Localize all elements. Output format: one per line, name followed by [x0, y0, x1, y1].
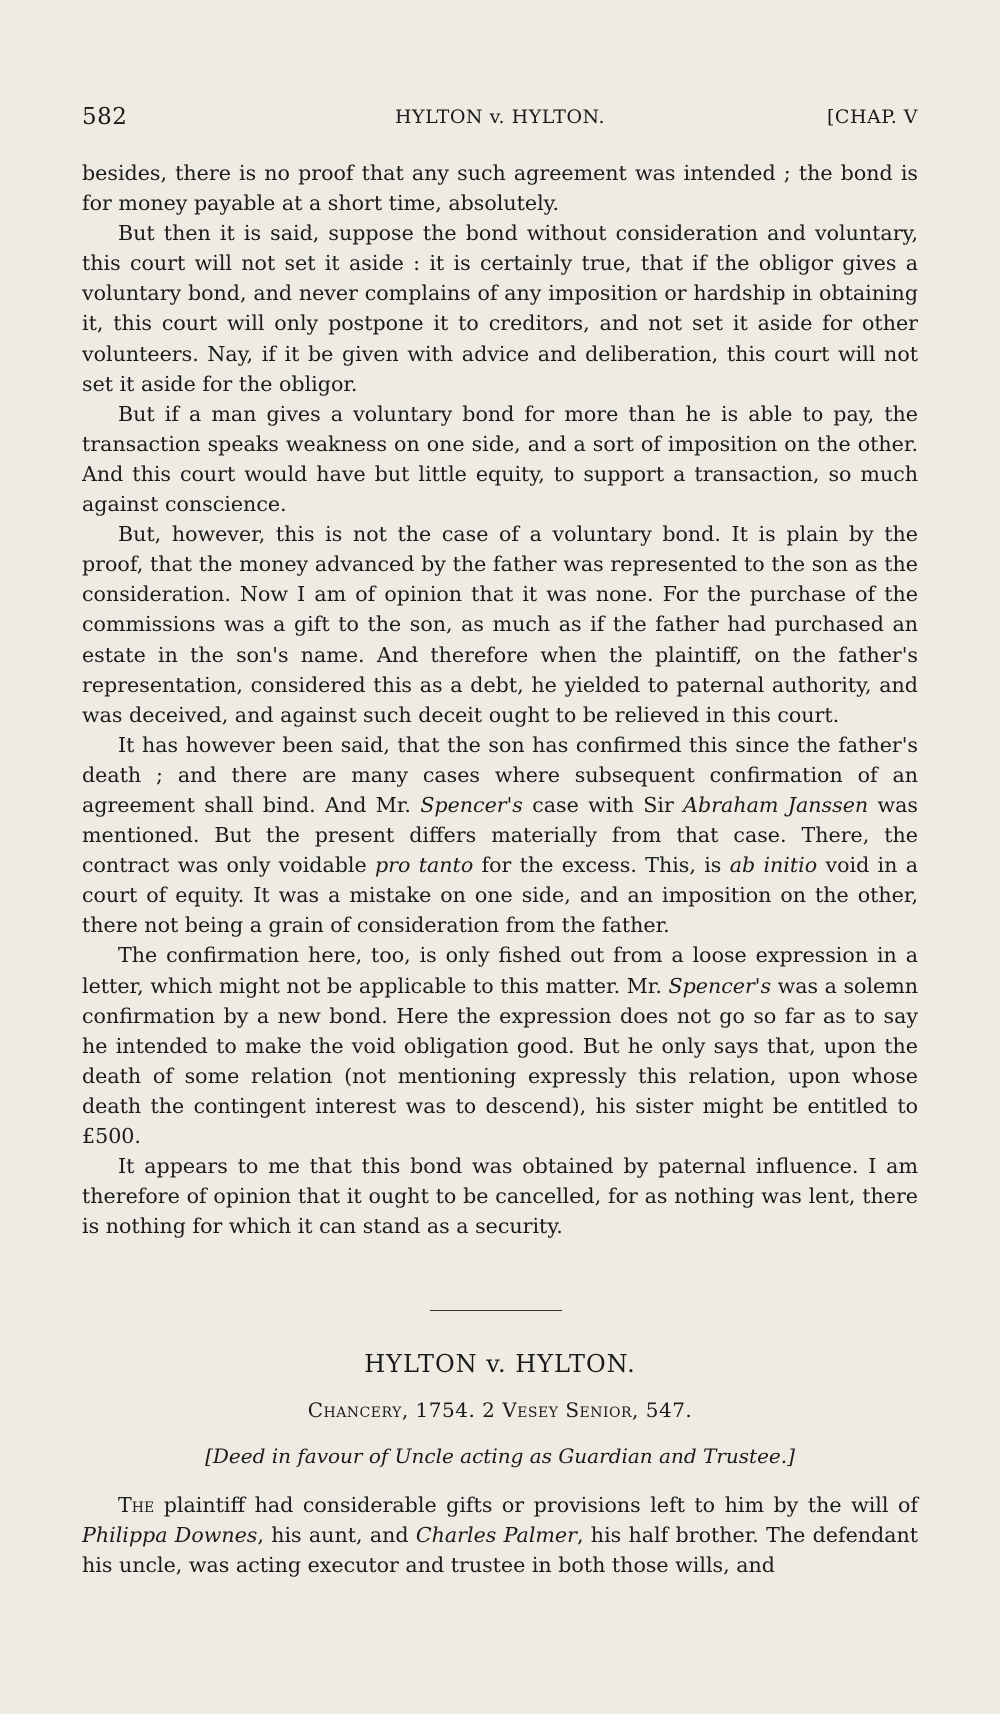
latin-pro-tanto: pro tanto: [375, 853, 474, 878]
paragraph-5-text-b: case with Sir: [522, 792, 684, 817]
case-lead-word: The: [118, 1493, 155, 1517]
paragraph-5-text-d: for the excess. This, is: [473, 853, 730, 878]
main-text: [82, 158, 918, 1241]
case-title: HYLTON v. HYLTON.: [364, 1350, 636, 1378]
paragraph-5-text-c: was mentioned. But the present differs materially from that case. There, the contract was only voidable: [82, 792, 918, 878]
case-text-a: plaintiff had considerable gifts or provisions left to him by the will of: [154, 1493, 918, 1517]
paragraph-6-text-a: The confirmation here, too, is only fished out from a loose expression in a letter, which might not be applicable to this matter. Mr.: [82, 943, 918, 998]
running-head: [82, 104, 918, 140]
section-divider: [430, 1310, 562, 1311]
paragraph-3: But if a man gives a voluntary bond for more than he is able to pay, the transaction speaks weakness on one side, and a sort of imposition on the other. And this court would have but little equity, to support a transaction, so much against conscience.: [82, 401, 918, 517]
case-body: [82, 1490, 918, 1580]
latin-ab-initio: ab initio: [729, 853, 818, 878]
person-name-janssen: Abraham Janssen: [683, 792, 869, 817]
paragraph-6-text-b: was a solemn confirmation by a new bond. Here the expression does not go so far as to say he intended to make the void obligation good. But he only says that, upon the death of some relation (not mentioning expressly this relation, upon whose death the contingent interest was to descend), his sister might be entitled to £500.: [82, 973, 919, 1148]
person-name-downes: Philippa Downes: [82, 1523, 258, 1548]
chapter-label: [CHAP. V: [827, 106, 918, 128]
case-name-spencer-2: Spencer's: [668, 973, 772, 998]
page-number: 582: [82, 104, 128, 130]
paragraph-7: It appears to me that this bond was obtained by paternal influence. I am therefore of opinion that it ought to be cancelled, for as nothing was lent, there is nothing for which it can stand as a security.: [82, 1154, 918, 1239]
case-text-c: , his half brother. The defendant his uncle, was acting executor and trustee in both those wills, and: [82, 1523, 919, 1578]
paragraph-1: besides, there is no proof that any such agreement was intended ; the bond is for money payable at a short time, absolutely.: [82, 161, 918, 216]
paragraph-5: [82, 730, 918, 941]
case-text-b: , his aunt, and: [257, 1523, 416, 1548]
paragraph-2: But then it is said, suppose the bond without consideration and voluntary, this court will not set it aside : it is certainly true, that if the obligor gives a voluntary bond, and never complains of any imposition or hardship in obtaining it, this court will only postpone it to creditors, and not set it aside for other volunteers. Nay, if it be given with advice and deliberation, this court will not set it aside for the obligor.: [82, 221, 918, 396]
paragraph-5-text-e: void in a court of equity. It was a mistake on one side, and an imposition on the other, there not being a grain of consideration from the father.: [82, 853, 918, 938]
case-paragraph-1: [82, 1490, 918, 1580]
case-citation: Chancery, 1754. 2 Vesey Senior, 547.: [307, 1398, 693, 1422]
paragraph-6: [82, 940, 918, 1151]
case-headnote: [Deed in favour of Uncle acting as Guardian and Trustee.]: [205, 1444, 795, 1468]
person-name-palmer: Charles Palmer: [415, 1523, 577, 1548]
case-name-spencer: Spencer's: [420, 792, 523, 817]
running-title: HYLTON v. HYLTON.: [394, 106, 606, 128]
paragraph-5-text-a: It has however been said, that the son has confirmed this since the father's death ; and there are many cases where subsequent confirmation of an agreement shall bind. And Mr.: [82, 732, 918, 817]
paragraph-4: But, however, this is not the case of a voluntary bond. It is plain by the proof, that the money advanced by the father was represented to the son as the consideration. Now I am of opinion that it was none. For the purchase of the commissions was a gift to the son, as much as if the father had purchased an estate in the son's name. And therefore when the plaintiff, on the father's representation, considered this as a debt, he yielded to paternal authority, and was deceived, and against such deceit ought to be relieved in this court.: [82, 522, 918, 727]
